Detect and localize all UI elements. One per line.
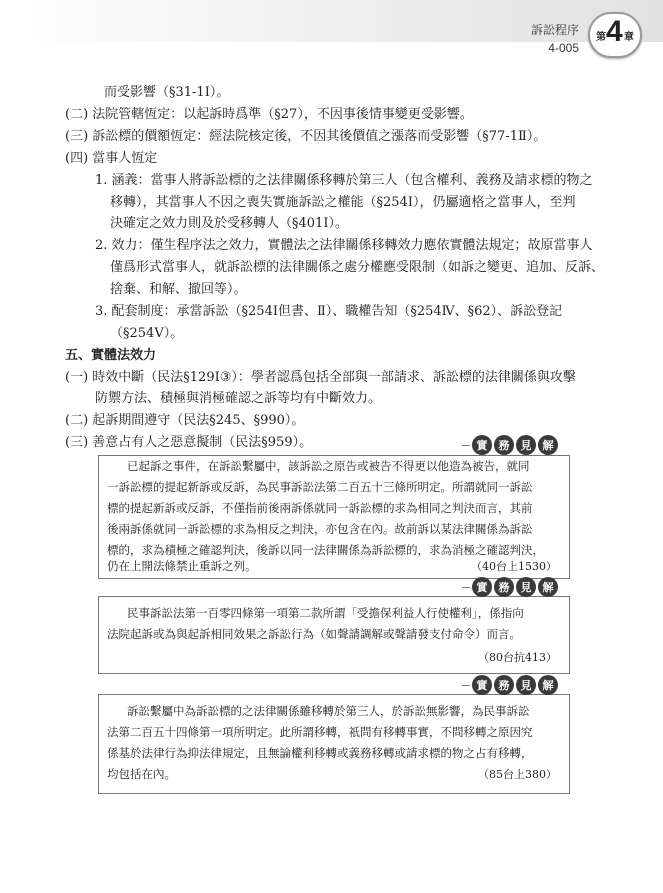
badge-char: 見 <box>516 435 536 455</box>
body-line: 防禦方法、積極與消極確認之訴等均有中斷效力。 <box>95 391 382 406</box>
box-line: 均包括在內。 <box>107 767 176 781</box>
body-line: (一) 時效中斷（民法§129Ⅰ③）：學者認爲包括全部與一部請求、訴訟標的法律關係與攻擊 <box>65 370 576 385</box>
body-line: 3. 配套制度：承當訴訟（§254Ⅰ但書、Ⅱ）、職權告知（§254Ⅳ、§62）、訴訟登記 <box>95 304 563 319</box>
body-line: 2. 效力：僅生程序法之效力，實體法之法律關係移轉效力應依實體法規定；故原當事人 <box>95 238 593 253</box>
box-line: 民事訴訟法第一百零四條第一項第二款所謂「受擔保利益人行使權利」，係指向 <box>127 606 524 620</box>
practice-box <box>98 455 570 579</box>
section-title: 訴訟程序 <box>530 23 579 37</box>
case-citation: （85台上380） <box>478 768 557 781</box>
body-line: 捨棄、和解、撤回等）。 <box>110 282 247 297</box>
box-line: 法第二百五十四條第一項所明定。此所謂移轉，祇問有移轉事實，不問移轉之原因究 <box>107 725 533 739</box>
practice-box <box>98 694 570 794</box>
body-line: (四) 當事人恆定 <box>65 151 158 166</box>
badge-char: 解 <box>538 435 558 455</box>
chapter-tab <box>588 12 642 58</box>
badge-char: 實 <box>472 675 492 695</box>
badge-char: 解 <box>538 577 558 597</box>
badge-char: 見 <box>516 577 536 597</box>
body-line: 移轉），其當事人不因之喪失實施訴訟之權能（§254Ⅰ），仍屬適格之當事人，至判 <box>110 195 576 210</box>
body-line: （§254Ⅴ）。 <box>110 326 184 341</box>
chapter-number: 4 <box>606 15 623 48</box>
section-heading: 五、實體法效力 <box>65 348 157 363</box>
badge-char: 務 <box>494 577 514 597</box>
badge-char: 實 <box>472 435 492 455</box>
body-line: (三) 訴訟標的價額恆定：經法院核定後，不因其後價值之漲落而受影響（§77-1Ⅱ）。 <box>65 129 547 144</box>
box-line: 仍在上開法條禁止重訴之列。 <box>107 559 257 573</box>
box-line: 標的，求為積極之確認判決，後訴以同一法律關係為訴訟標的，求為消極之確認判決， <box>107 543 544 557</box>
badge-char: 見 <box>516 675 536 695</box>
box-line: 已起訴之事件，在訴訟繫屬中，該訴訟之原告或被告不得更以他造為被告，就同 <box>127 459 530 473</box>
practice-box <box>98 596 570 674</box>
badge-char: 解 <box>538 675 558 695</box>
body-line: (二) 法院管轄恆定：以起訴時爲準（§27），不因事後情事變更受影響。 <box>65 107 473 122</box>
page-number: 4-005 <box>548 41 579 55</box>
body-line: (二) 起訴期間遵守（民法§245、§990）。 <box>65 413 305 428</box>
body-line: 僅爲形式當事人，就訴訟標的法律關係之處分權應受限制（如訴之變更、追加、反訴、 <box>110 260 605 275</box>
body-line: 而受影響（§31-1Ⅰ）。 <box>104 85 230 100</box>
box-line: 一訴訟標的提起新訴或反訴，為民事訴訟法第二百五十三條所明定。所謂就同一訴訟 <box>107 480 533 494</box>
body-line: 決確定之效力則及於受移轉人（§401Ⅰ）。 <box>110 216 348 231</box>
chapter-suffix: 章 <box>624 32 634 43</box>
box-line: 係基於法律行為抑法律規定，且無論權利移轉或義務移轉或請求標的物之占有移轉， <box>107 746 533 760</box>
badge-char: 務 <box>494 675 514 695</box>
badge-char: 實 <box>472 577 492 597</box>
box-line: 訴訟繫屬中為訴訟標的之法律關係雖移轉於第三人，於訴訟無影響，為民事訴訟 <box>127 704 530 718</box>
running-header <box>531 24 579 55</box>
practice-badge <box>470 576 558 598</box>
box-line: 法院起訴或為與起訴相同效果之訴訟行為（如聲請調解或聲請發支付命令）而言。 <box>107 627 521 641</box>
case-citation: （40台上1530） <box>471 560 557 573</box>
box-line: 後兩訴係就同一訴訟標的求為相反之判決，亦包含在內。故前訴以某法律關係為訴訟 <box>107 522 533 536</box>
body-line: 1. 涵義：當事人將訴訟標的之法律關係移轉於第三人（包含權利、義務及請求標的物之 <box>95 173 593 188</box>
practice-badge <box>470 674 558 696</box>
case-citation: （80台抗413） <box>478 651 557 664</box>
box-line: 標的提起新訴或反訴，不僅指前後兩訴係就同一訴訟標的求為相同之判決而言，其前 <box>107 501 533 515</box>
chapter-prefix: 第 <box>596 32 606 43</box>
practice-badge <box>470 434 558 456</box>
badge-char: 務 <box>494 435 514 455</box>
body-line: (三) 善意占有人之惡意擬制（民法§959）。 <box>65 435 313 450</box>
